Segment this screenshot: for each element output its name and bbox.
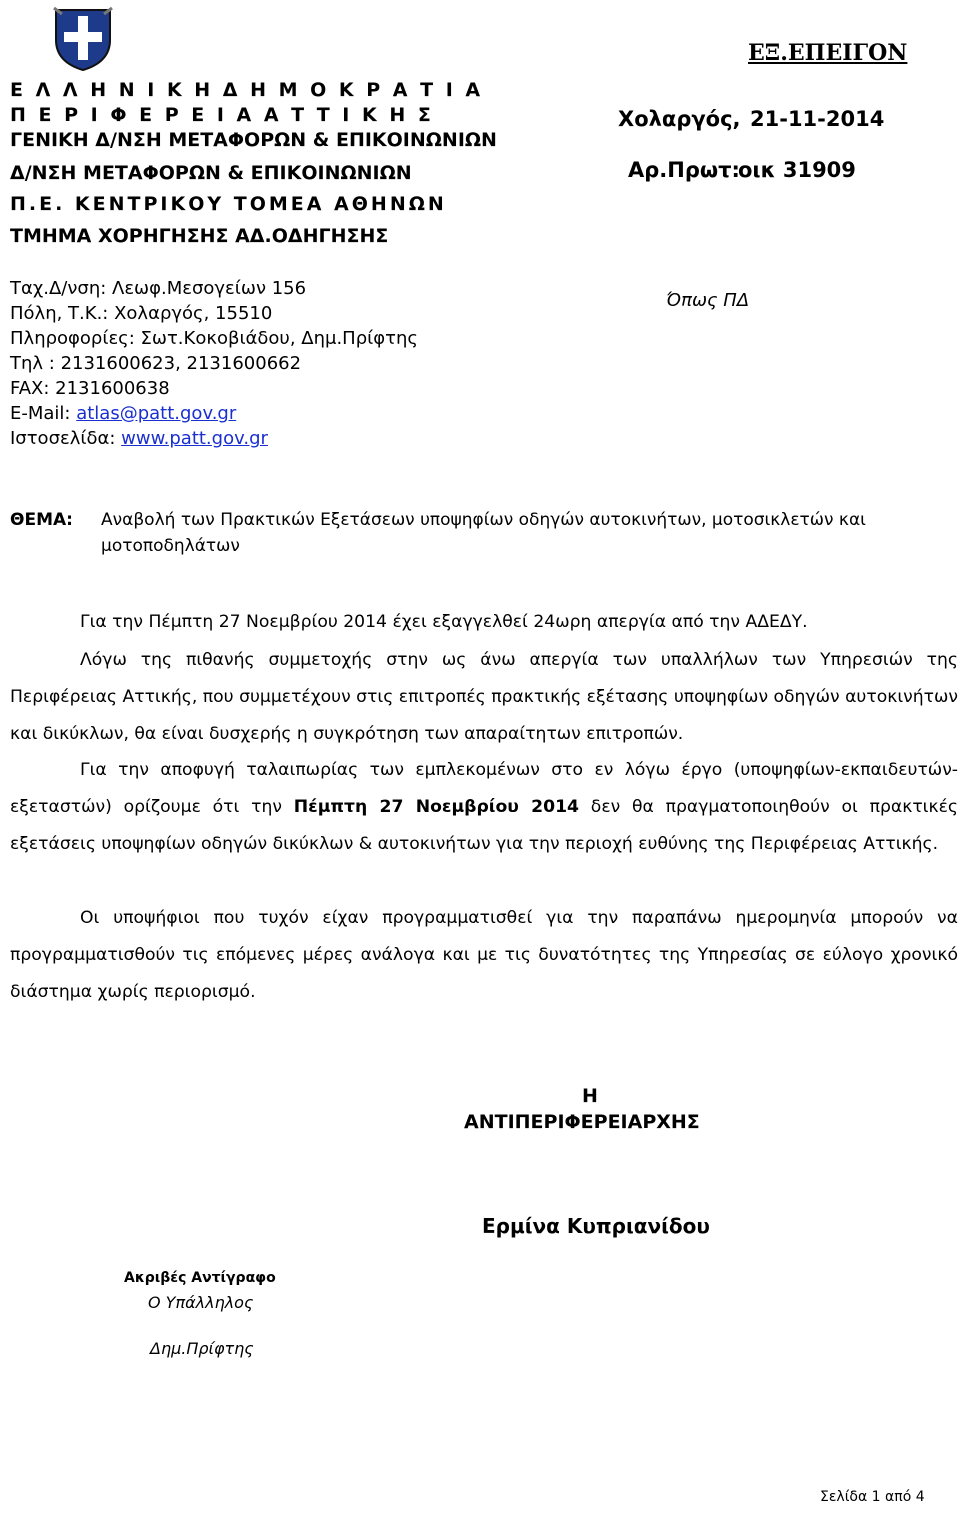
fax-number: FAX: 2131600638: [10, 378, 170, 399]
signatory-name: Ερμίνα Κυπριανίδου: [482, 1214, 710, 1238]
body-paragraph-2-text-a: Για την αποφυγή ταλαιπωρίας των εμπλεκομένων στο εν λόγω έργο (υποψηφίων-εκπαιδευτών-εξεταστών) ορίζουμε ότι την: [10, 760, 958, 817]
email-label: E-Mail:: [10, 403, 77, 424]
signature-title: ΑΝΤΙΠΕΡΙΦΕΡΕΙΑΡΧΗΣ: [464, 1111, 700, 1133]
body-paragraph-2-text-b: δεν θα πραγματοποιηθούν οι πρακτικές εξετάσεις υποψηφίων οδηγών δικύκλων & αυτοκινήτων για την περιοχή ευθύνης της Περιφέρειας Αττικής.: [10, 797, 959, 854]
body-paragraph-3: [10, 900, 958, 1011]
regional-unit-heading: Π.Ε. ΚΕΝΤΡΙΚΟΥ ΤΟΜΕΑ ΑΘΗΝΩΝ: [10, 193, 447, 215]
directorate-heading: Δ/ΝΣΗ ΜΕΤΑΦΟΡΩΝ & ΕΠΙΚΟΙΝΩΝΙΩΝ: [10, 162, 412, 184]
true-copy-name: Δημ.Πρίφτης: [150, 1339, 254, 1358]
website-link[interactable]: www.patt.gov.gr: [121, 428, 268, 449]
greek-coat-of-arms-emblem: [52, 4, 114, 72]
country-heading: Ε Λ Λ Η Ν Ι Κ Η Δ Η Μ Ο Κ Ρ Α Τ Ι Α: [10, 79, 484, 101]
true-copy-label: Ακριβές Αντίγραφο: [124, 1270, 276, 1286]
subject-text-line1: Αναβολή των Πρακτικών Εξετάσεων υποψηφίων οδηγών αυτοκινήτων, μοτοσικλετών και: [101, 510, 866, 530]
website-label: Ιστοσελίδα:: [10, 428, 122, 449]
body-paragraph-2-bold-date: Πέμπτη 27 Νοεμβρίου 2014: [293, 797, 580, 817]
email-row: [10, 401, 236, 426]
body-paragraph-2: [10, 752, 958, 863]
protocol-number: οικ 31909: [738, 158, 856, 182]
document-date: 21-11-2014: [750, 107, 885, 131]
protocol-label: Αρ.Πρωτ:: [628, 158, 740, 182]
phone-numbers: Τηλ : 2131600623, 2131600662: [10, 353, 302, 374]
signature-article: Η: [582, 1085, 598, 1107]
body-paragraph-3-text: Οι υποψήφιοι που τυχόν είχαν προγραμματισθεί για την παραπάνω ημερομηνία μπορούν να προγραμματισθούν τις επόμενες μέρες ανάλογα και με τις δυνατότητες της Υπηρεσίας σε εύλογο χρονικό διάστημα χωρίς περιορισμό.: [10, 908, 958, 1002]
true-copy-role: Ο Υπάλληλος: [148, 1293, 254, 1312]
region-heading: Π Ε Ρ Ι Φ Ε Ρ Ε Ι Α Α Τ Τ Ι Κ Η Σ: [10, 104, 434, 126]
email-link[interactable]: atlas@patt.gov.gr: [76, 403, 237, 424]
body-paragraph-1: [10, 642, 958, 753]
strike-announcement: Για την Πέμπτη 27 Νοεμβρίου 2014 έχει εξαγγελθεί 24ωρη απεργία από την ΑΔΕΔΥ.: [80, 612, 808, 632]
postal-city: Πόλη, Τ.Κ.: Χολαργός, 15510: [10, 303, 273, 324]
body-paragraph-1-text: Λόγω της πιθανής συμμετοχής στην ως άνω απεργία των υπαλλήλων των Υπηρεσιών της Περιφέρειας Αττικής, που συμμετέχουν στις επιτροπές πρακτικής εξέτασης υποψηφίων οδηγών αυτοκινήτων και δικύκλων, θα είναι δυσχερής η συγκρότηση των απαραίτητων επιτροπών.: [10, 650, 958, 744]
subject-text-line2: μοτοποδηλάτων: [101, 536, 240, 556]
subject-label: ΘΕΜΑ:: [10, 510, 73, 530]
urgency-label: ΕΞ.ΕΠΕΙΓΟΝ: [748, 40, 908, 66]
website-row: [10, 426, 268, 451]
information-contacts: Πληροφορίες: Σωτ.Κοκοβιάδου, Δημ.Πρίφτης: [10, 328, 418, 349]
recipients-label: Όπως ΠΔ: [666, 290, 750, 311]
general-directorate-heading: ΓΕΝΙΚΗ Δ/ΝΣΗ ΜΕΤΑΦΟΡΩΝ & ΕΠΙΚΟΙΝΩΝΙΩΝ: [10, 129, 497, 151]
postal-address: Ταχ.Δ/νση: Λεωφ.Μεσογείων 156: [10, 278, 307, 299]
place-label: Χολαργός,: [618, 107, 741, 131]
page-number: Σελίδα 1 από 4: [820, 1489, 925, 1505]
department-heading: ΤΜΗΜΑ ΧΟΡΗΓΗΣΗΣ ΑΔ.ΟΔΗΓΗΣΗΣ: [10, 225, 389, 247]
